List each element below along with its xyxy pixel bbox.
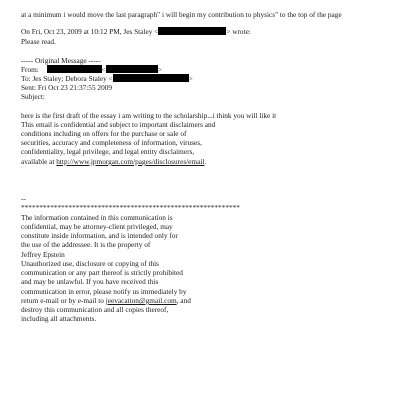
confidentiality-line: and may be unlawful. If you have received this: [21, 277, 159, 286]
email-link[interactable]: jeevacation@gmail.com: [105, 296, 177, 305]
redaction-bar: [158, 27, 226, 35]
confidentiality-line: destroy this communication and all copies thereof,: [21, 305, 169, 314]
confidentiality-line: [21, 296, 191, 305]
confidentiality-line: confidential, may be attorney-client privileged, may: [21, 222, 173, 231]
to-end: >: [188, 74, 193, 83]
redaction-bar: [113, 74, 189, 82]
from-sep: <: [101, 65, 106, 74]
disclosures-link[interactable]: http://www.jpmorgan.com/pages/disclosures/email: [56, 157, 205, 166]
body-text: available at: [21, 157, 57, 166]
top-note: at a minimum i would move the last paragraph" i will begin my contribution to physics" to the top of the page: [21, 10, 342, 19]
please-read: Please read.: [21, 37, 56, 46]
to-line: [21, 74, 193, 83]
confidentiality-text: , and: [176, 296, 191, 305]
signature-dashes: --: [21, 194, 26, 203]
confidentiality-line: communication in error, please notify us immediately by: [21, 287, 187, 296]
to-text: To: Jes Staley; Debora Staley <: [21, 74, 113, 83]
confidentiality-line: Jeffrey Epstein: [21, 250, 65, 259]
reply-header-text: On Fri, Oct 23, 2009 at 10:12 PM, Jes Staley <: [21, 27, 159, 36]
from-line: [21, 65, 162, 74]
confidentiality-line: the use of the addressee. It is the property of: [21, 240, 151, 249]
subject-line: Subject:: [21, 92, 45, 101]
confidentiality-text: return e-mail or by e-mail to: [21, 296, 106, 305]
original-message-header: ----- Original Message -----: [21, 56, 101, 65]
confidentiality-line: The information contained in this communication is: [21, 213, 173, 222]
confidentiality-line: including all attachments.: [21, 314, 97, 323]
confidentiality-line: communication or any part thereof is strictly prohibited: [21, 268, 183, 277]
confidentiality-line: constitute inside information, and is intended only for: [21, 231, 178, 240]
redaction-bar: [106, 65, 158, 73]
body-line: confidentiality, legal privilege, and legal entity disclaimers,: [21, 147, 195, 156]
body-line: securities, accuracy and completeness of information, viruses,: [21, 138, 202, 147]
redaction-bar: [47, 65, 102, 73]
reply-header: [21, 27, 251, 36]
reply-header-end: > wrote:: [226, 27, 251, 36]
body-line: [21, 157, 206, 166]
body-line: conditions including on offers for the purchase or sale of: [21, 129, 187, 138]
body-line: This email is confidential and subject to important disclaimers and: [21, 120, 216, 129]
stars-divider: ************************************************************: [21, 203, 240, 212]
from-end: >: [157, 65, 162, 74]
sent-line: Sent: Fri Oct 23 21:37:55 2009: [21, 83, 113, 92]
confidentiality-line: Unauthorized use, disclosure or copying of this: [21, 259, 160, 268]
body-text: .: [204, 157, 207, 166]
from-label: From:: [21, 65, 39, 74]
body-line: here is the first draft of the essay i am writing to the scholarship...i think you will like it: [21, 111, 277, 120]
